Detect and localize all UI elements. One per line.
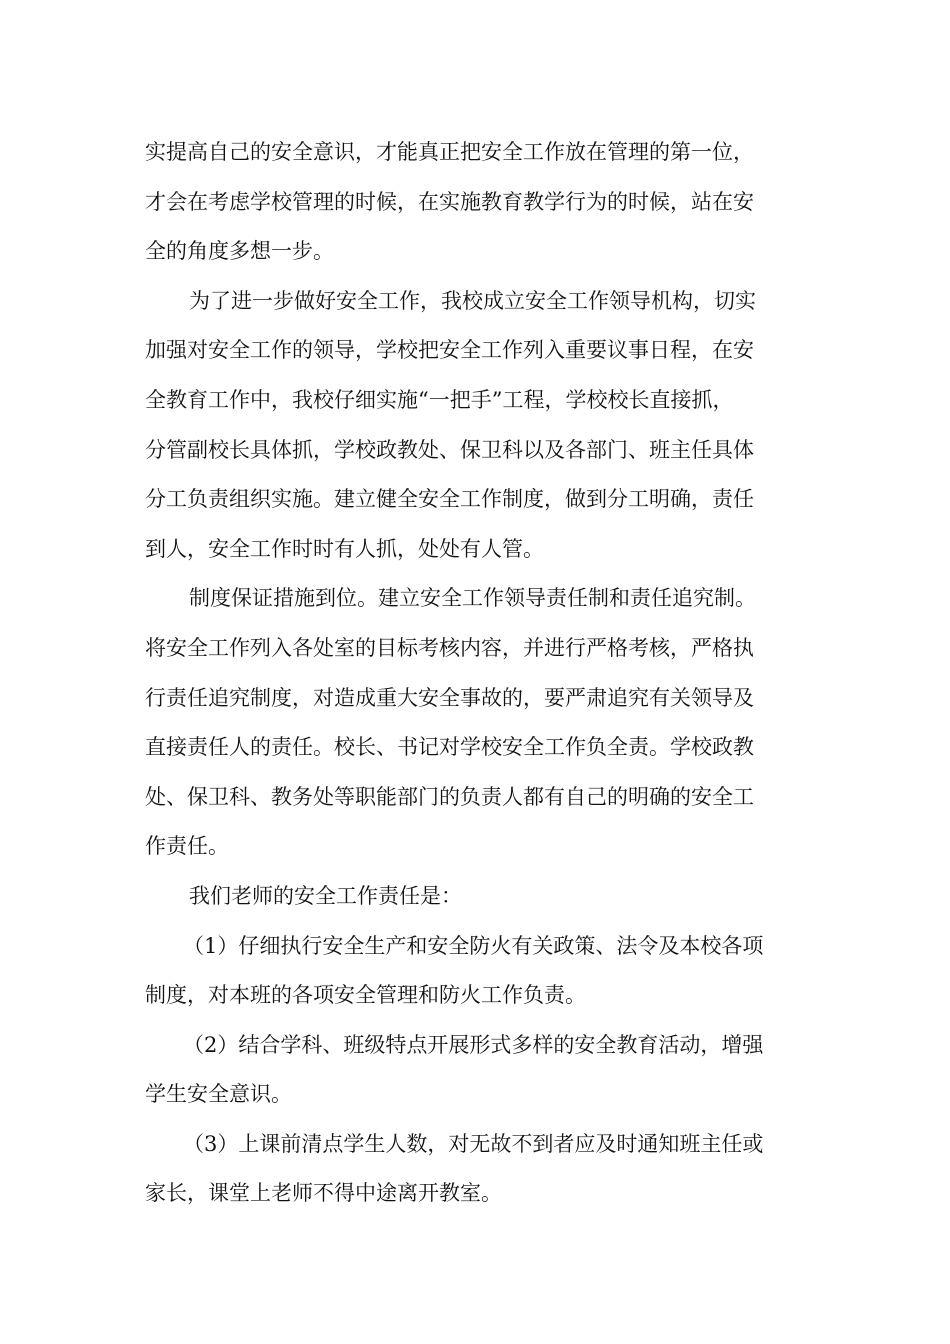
- text-line: 实提高自己的安全意识，才能真正把安全工作放在管理的第一位，: [145, 140, 754, 164]
- text-line: 作责任。: [145, 834, 229, 859]
- document-body: [145, 128, 810, 1219]
- text-line: （2）结合学科、班级特点开展形式多样的安全教育活动，增强: [183, 1032, 764, 1057]
- text-line: 行责任追究制度，对造成重大安全事故的，要严肃追究有关领导及: [145, 685, 754, 710]
- text-line: 处、保卫科、教务处等职能部门的负责人都有自己的明确的安全工: [145, 784, 754, 809]
- text-line: 学生安全意识。: [145, 1082, 292, 1107]
- text-line: 分工负责组织实施。建立健全安全工作制度，做到分工明确，责任: [145, 487, 754, 512]
- text-line: 分管副校长具体抓，学校政教处、保卫科以及各部门、班主任具体: [145, 437, 754, 462]
- text-line: 直接责任人的责任。校长、书记对学校安全工作负全责。学校政教: [145, 735, 754, 760]
- text-line: 全的角度多想一步。: [145, 239, 334, 264]
- text-line: 才会在考虑学校管理的时候，在实施教育教学行为的时候，站在安: [145, 189, 754, 214]
- text-line: （1）仔细执行安全生产和安全防火有关政策、法令及本校各项: [183, 933, 764, 958]
- text-line: 加强对安全工作的领导，学校把安全工作列入重要议事日程，在安: [145, 338, 754, 363]
- text-line: 全教育工作中，我校仔细实施“一把手”工程，学校校长直接抓，: [145, 387, 734, 412]
- text-line: 我们老师的安全工作责任是：: [189, 883, 462, 908]
- text-line: 制度保证措施到位。建立安全工作领导责任制和责任追究制。: [189, 586, 756, 611]
- text-line: （3）上课前清点学生人数，对无故不到者应及时通知班主任或: [183, 1131, 764, 1156]
- text-line: 到人，安全工作时时有人抓，处处有人管。: [145, 536, 544, 561]
- text-line: 制度，对本班的各项安全管理和防火工作负责。: [145, 983, 586, 1008]
- text-line: 家长，课堂上老师不得中途离开教室。: [145, 1181, 502, 1206]
- text-line: 将安全工作列入各处室的目标考核内容，并进行严格考核，严格执: [145, 635, 754, 660]
- text-line: 为了进一步做好安全工作，我校成立安全工作领导机构，切实: [189, 288, 756, 313]
